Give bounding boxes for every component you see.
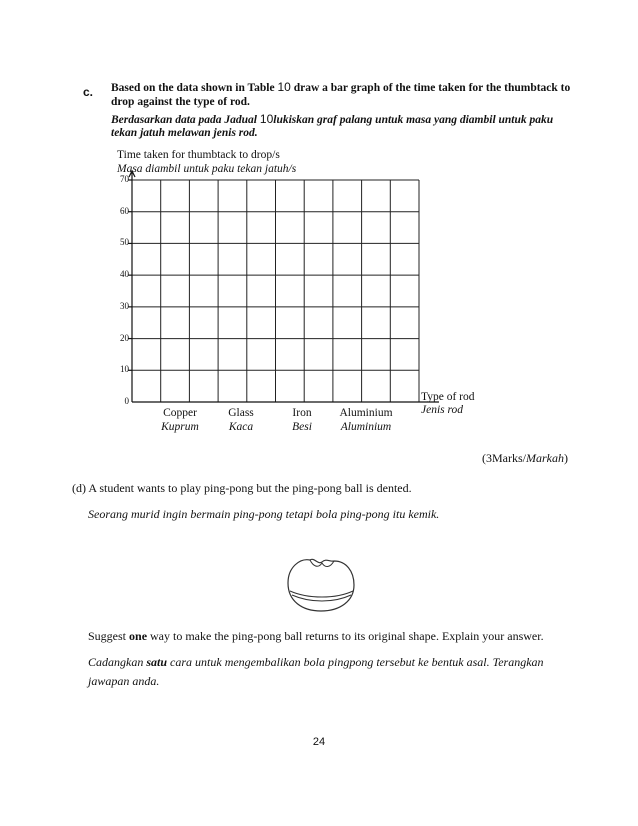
- y-tick-label: 10: [120, 364, 129, 375]
- ms-table-number: 10: [259, 112, 274, 126]
- question-d-ms-suggest: [88, 655, 544, 670]
- suggest-post: way to make the ping-pong ball returns to its original shape. Explain your answer.: [147, 629, 544, 643]
- ms-suggest-bold: satu: [146, 655, 168, 669]
- question-c-line2: drop against the type of rod.: [111, 96, 250, 108]
- question-c-ms-line2: tekan jatuh melawan jenis rod.: [111, 127, 258, 139]
- question-d-suggest: [88, 629, 544, 644]
- x-category-label-ms: Besi: [292, 421, 312, 433]
- y-tick-label: 20: [120, 332, 129, 343]
- y-tick-label: 30: [120, 300, 129, 311]
- page-number: 24: [312, 736, 326, 748]
- x-category-label-ms: Aluminium: [340, 421, 392, 433]
- marks-text: (3Marks/: [482, 451, 526, 465]
- x-category-label: Iron: [292, 407, 312, 419]
- y-tick-label: 40: [120, 269, 129, 280]
- ms-suggest-pre: Cadangkan: [88, 655, 147, 669]
- question-d-ms-suggest-line2: jawapan anda.: [88, 674, 160, 688]
- y-axis-label-ms: Masa diambil untuk paku tekan jatuh/s: [117, 163, 297, 175]
- ms-suggest-post: cara untuk mengembalikan bola pingpong tersebut ke bentuk asal. Terangkan: [167, 655, 544, 669]
- marks-label: [482, 451, 568, 466]
- x-category-label-ms: Kuprum: [161, 421, 199, 433]
- question-c-line1-rest: draw a bar graph of the time taken for the thumbtack to: [290, 82, 571, 94]
- question-d-text: (d) A student wants to play ping-pong but the ping-pong ball is dented.: [72, 481, 412, 495]
- x-category-label-ms: Kaca: [228, 421, 254, 433]
- marks-ital: Markah: [526, 451, 564, 465]
- question-d-ms-text: Seorang murid ingin bermain ping-pong tetapi bola ping-pong itu kemik.: [88, 507, 440, 521]
- y-tick-label: 50: [120, 237, 129, 248]
- suggest-pre: Suggest: [88, 629, 130, 643]
- x-axis-label: Type of rod: [421, 391, 475, 403]
- x-category-label: Aluminium: [339, 407, 393, 419]
- x-category-label: Glass: [228, 407, 254, 419]
- x-category-label: Copper: [163, 407, 197, 419]
- dented-ping-pong-ball-image: [280, 553, 360, 617]
- question-c-ms-line1-rest: lukiskan graf palang untuk masa yang diambil untuk paku: [273, 114, 554, 126]
- question-c-line1-text: Based on the data shown in Table: [111, 82, 278, 94]
- y-tick-label: 60: [120, 205, 129, 216]
- y-tick-label: 0: [124, 396, 129, 406]
- question-c-ms-line1-text: Berdasarkan data pada Jadual: [111, 114, 260, 126]
- marks-close: ): [564, 451, 568, 465]
- table-number: 10: [277, 80, 291, 94]
- y-axis-label: Time taken for thumbtack to drop/s: [117, 149, 280, 161]
- y-tick-label: 70: [120, 174, 129, 184]
- question-label: c.: [83, 85, 94, 99]
- x-axis-label-ms: Jenis rod: [421, 404, 464, 416]
- suggest-bold: one: [129, 629, 148, 643]
